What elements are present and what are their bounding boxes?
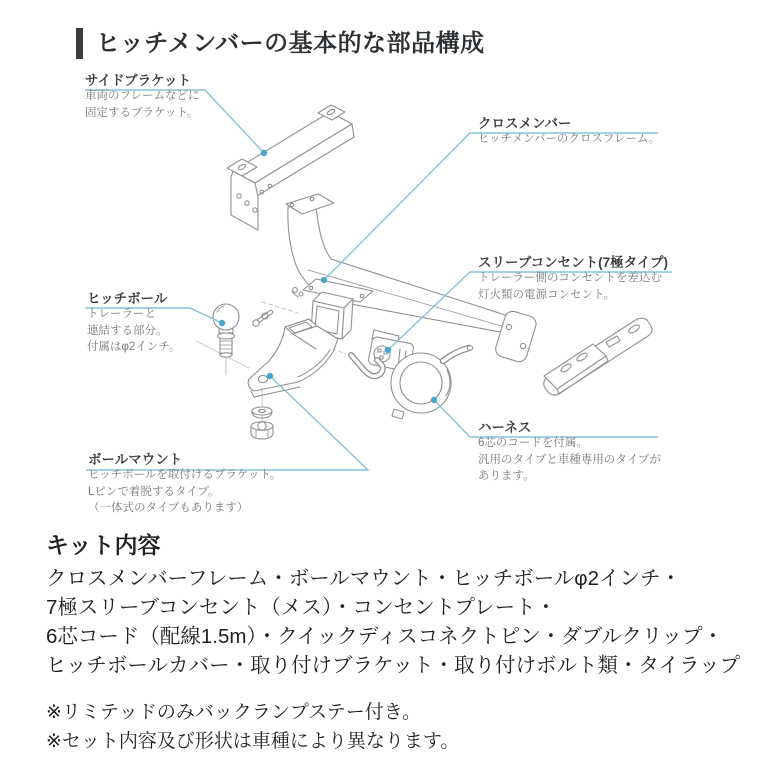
label-harness-desc: 6芯のコードを付属。 <box>478 437 588 449</box>
label-sleeve-outlet: スリーブコンセント(7極タイプ) トレーラー側のコンセントを差込む 灯火類の電源コンセント。 <box>478 255 668 301</box>
double-clip <box>292 288 303 297</box>
label-side-bracket-title: サイドブラケット <box>85 73 191 88</box>
kit-contents-line: ヒッチボールカバー・取り付けブラケット・取り付けボルト類・タイラップ <box>46 654 741 677</box>
kit-contents-line: 7極スリーブコンセント（メス）・コンセントプレート・ <box>46 596 557 619</box>
label-ball-mount-title: ボールマウント <box>88 452 183 467</box>
footnote: ※セット内容及び形状は車種により異なります。 <box>46 730 460 752</box>
kit-contents-line: クロスメンバーフレーム・ボールマウント・ヒッチボールφ2インチ・ <box>46 567 681 590</box>
side-bracket-right <box>544 318 652 395</box>
label-harness-title: ハーネス <box>478 420 532 435</box>
footnote: ※リミテッドのみバックランプステー付き。 <box>46 702 422 723</box>
label-side-bracket-desc: 車両のフレームなどに <box>85 90 200 102</box>
footnotes-section <box>46 699 459 756</box>
label-side-bracket: サイドブラケット 車両のフレームなどに 固定するブラケット。 <box>85 73 200 119</box>
label-cross-member-title: クロスメンバー <box>478 116 572 131</box>
label-cross-member <box>478 116 660 148</box>
kit-contents-heading: キット内容 <box>46 532 161 558</box>
label-sleeve-outlet-desc: トレーラー側のコンセントを差込む <box>478 272 662 284</box>
nut <box>251 422 273 439</box>
label-hitch-ball-desc: トレーラーと <box>87 308 156 320</box>
label-cross-member-desc: ヒッチメンバーのクロスフレーム。 <box>478 133 661 145</box>
kit-contents-section <box>46 530 740 680</box>
label-sleeve-outlet-title: スリーブコンセント(7極タイプ) <box>478 255 668 270</box>
ball-mount <box>248 319 338 397</box>
label-harness: ハーネス 6芯のコードを付属。 汎用のタイプと車種専用のタイプが あります。 <box>478 420 661 482</box>
label-hitch-ball-title: ヒッチボール <box>87 291 168 306</box>
page-title: ヒッチメンバーの基本的な部品構成 <box>96 30 485 57</box>
label-hitch-ball: ヒッチボール トレーラーと 連結する部分。 付属はφ2インチ。 <box>87 291 181 353</box>
label-ball-mount: ボールマウント ヒッチボールを取付けるブラケット。 Lピンで着脱するタイプ。 （一体式のタイプもあります） <box>88 452 282 514</box>
quick-disconnect-pin <box>253 312 271 326</box>
kit-contents-line: 6芯コード（配線1.5m）・クイックディスコネクトピン・ダブルクリップ・ <box>46 625 724 648</box>
hitch-ball <box>213 304 239 373</box>
label-ball-mount-desc: ヒッチボールを取付けるブラケット。 <box>88 469 282 481</box>
